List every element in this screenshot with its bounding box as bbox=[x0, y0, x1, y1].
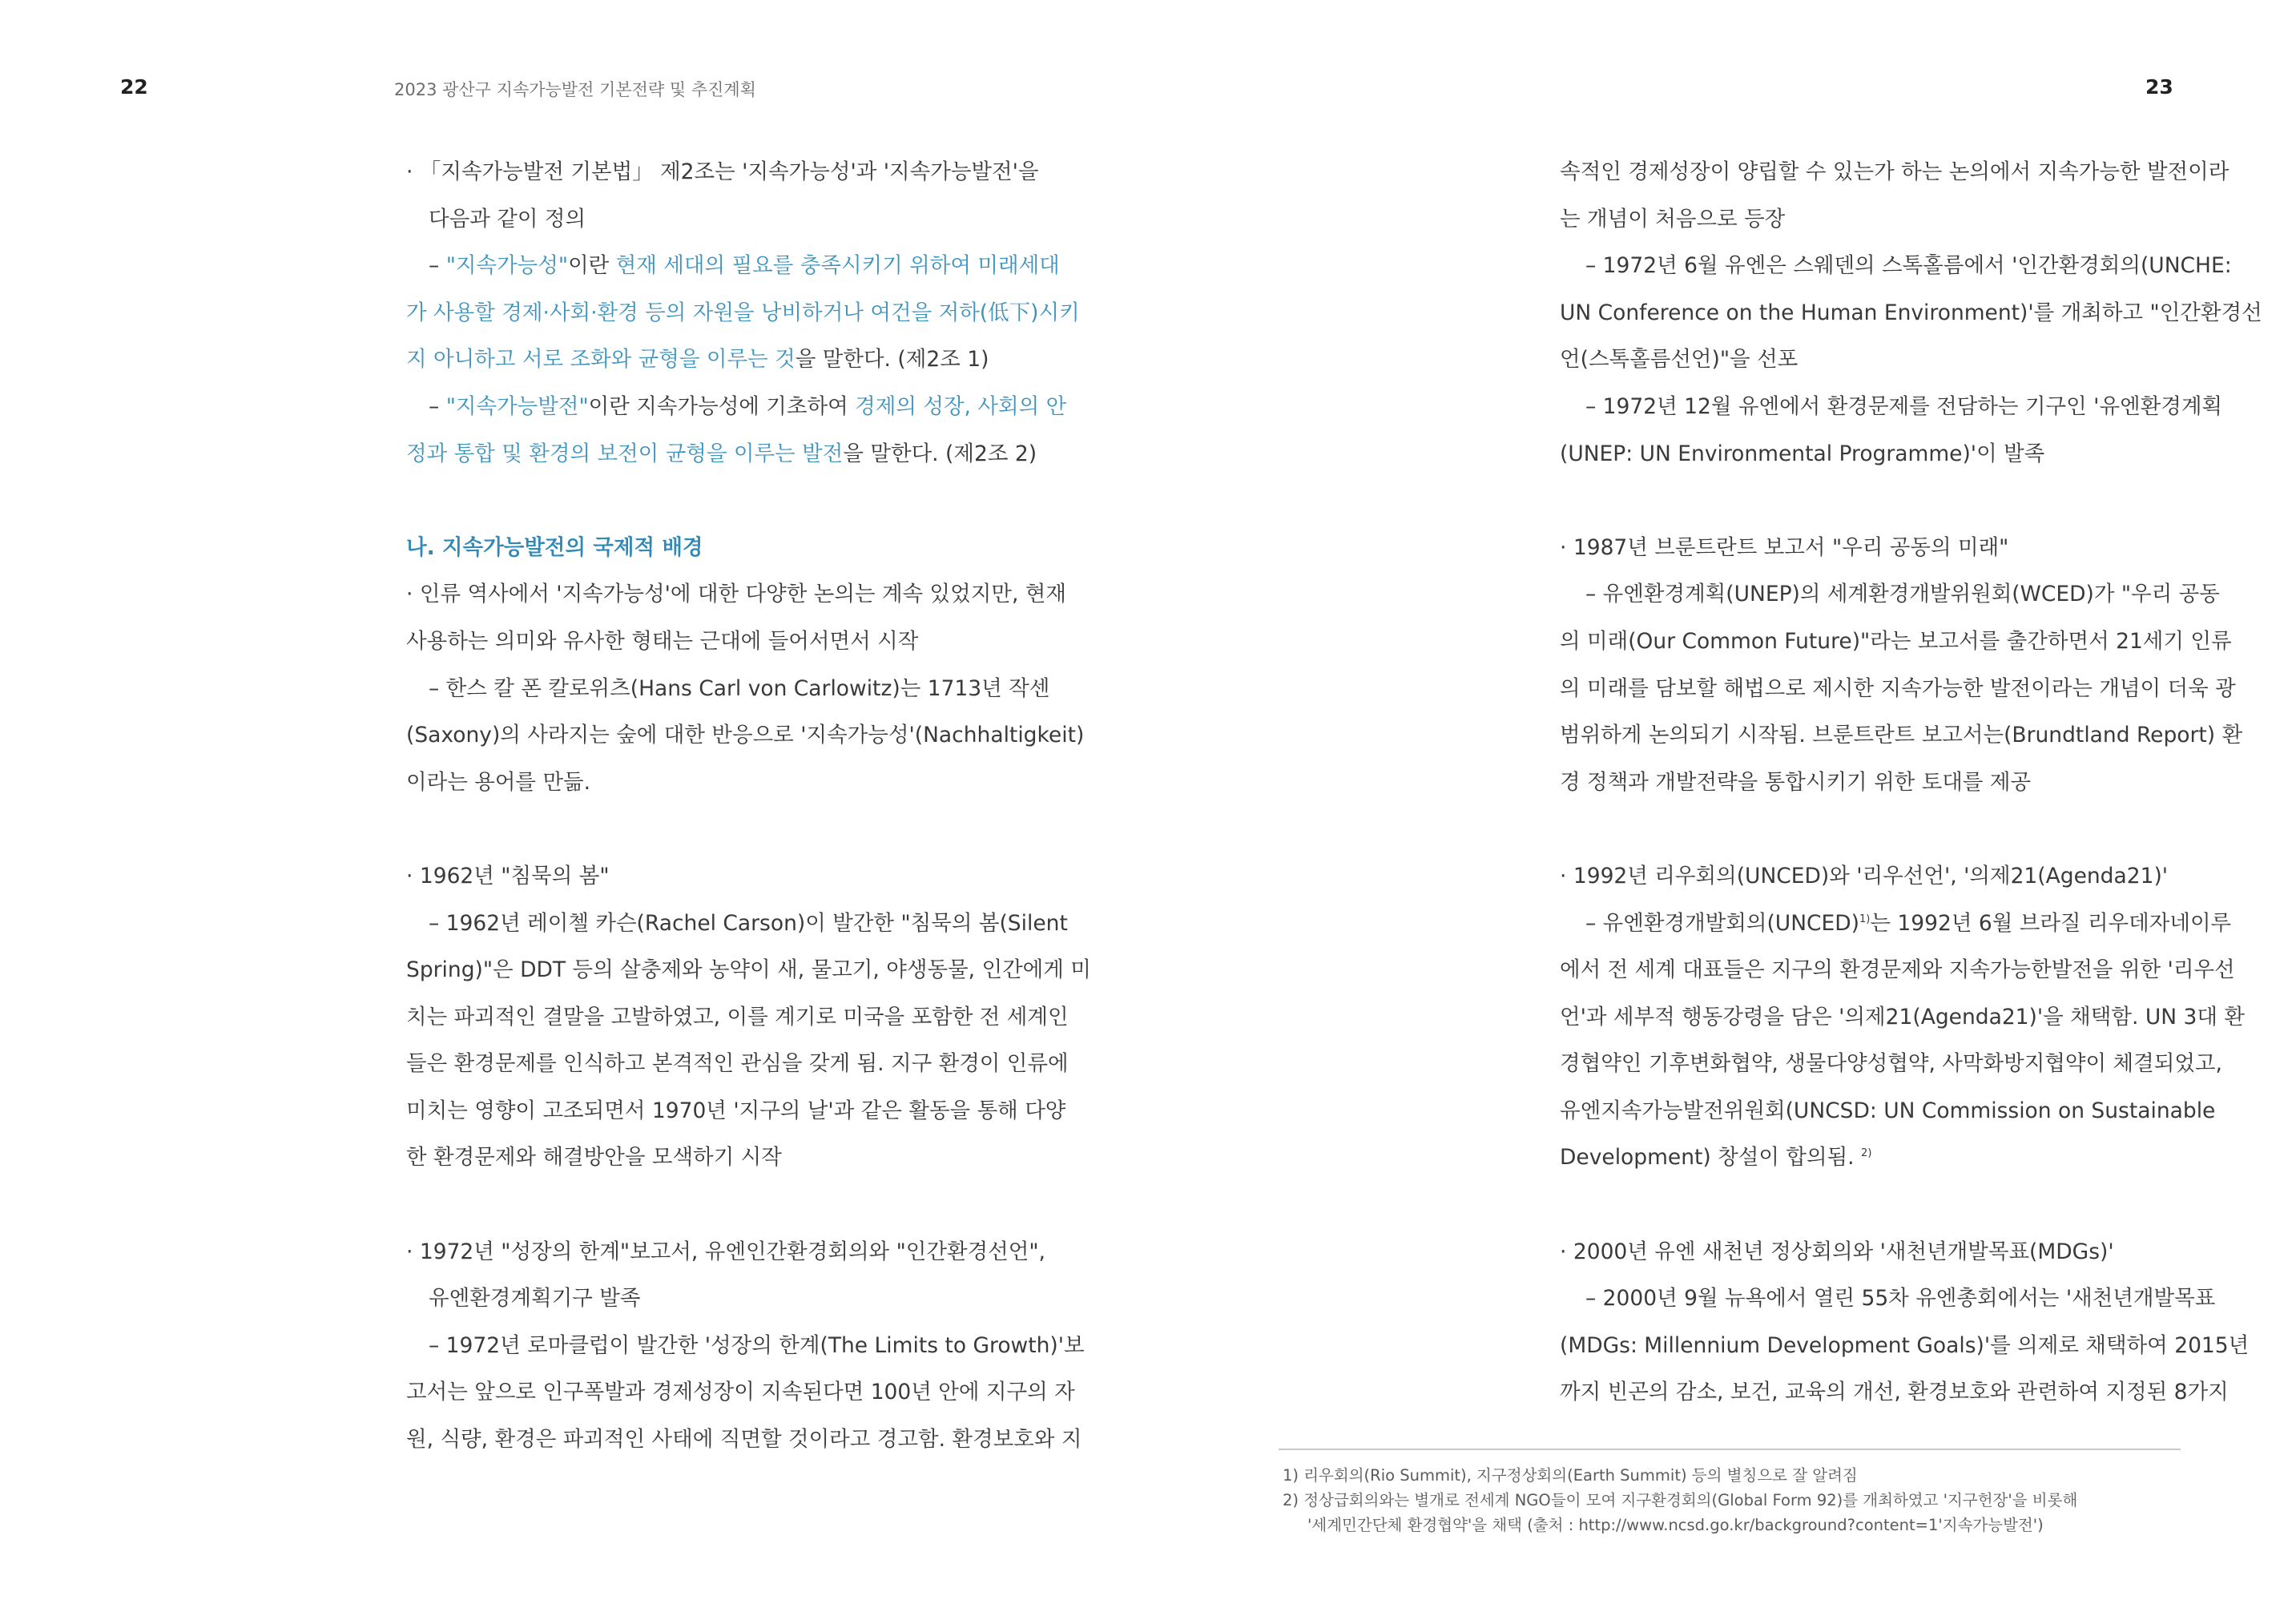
history-line-5: 이라는 용어를 만듦. bbox=[406, 769, 591, 795]
law-line-6 bbox=[406, 384, 1067, 431]
rio-line-1 bbox=[1560, 901, 2232, 948]
spacer bbox=[1560, 806, 2189, 853]
footnote-1: 1) 리우회의(Rio Summit), 지구정상회의(Earth Summit) 등의 별칭으로 잘 알려짐 bbox=[1283, 1466, 1858, 1485]
document-title: 2023 광산구 지속가능발전 기본전략 및 추진계획 bbox=[394, 80, 756, 99]
brundtland-line-5: 경 정책과 개발전략을 통합시키기 위한 토대를 제공 bbox=[1560, 769, 2032, 795]
silent-spring-line-5: 미치는 영향이 고조되면서 1970년 '지구의 날'과 같은 활동을 통해 다양 bbox=[406, 1098, 1066, 1123]
definition-highlight: 정과 통합 및 환경의 보전이 균형을 이루는 발전 bbox=[406, 441, 844, 466]
cont-line-2: 는 개념이 처음으로 등장 bbox=[1560, 206, 1786, 232]
text: 이란 bbox=[568, 253, 616, 279]
history-line-3: – 한스 칼 폰 칼로위츠(Hans Carl von Carlowitz)는 1713년 작센 bbox=[429, 675, 1050, 701]
mdg-line-1: – 2000년 9월 뉴욕에서 열린 55차 유엔총회에서는 '새천년개발목표 bbox=[1585, 1286, 2216, 1312]
law-line-3 bbox=[406, 243, 1060, 290]
footnote-2-continued: '세계민간단체 환경협약'을 채택 (출처 : http://www.ncsd.go.kr/background?content=1'지속가능발전') bbox=[1307, 1516, 2044, 1534]
limits-line-3: 원, 식량, 환경은 파괴적인 사태에 직면할 것이라고 경고함. 환경보호와 지 bbox=[406, 1427, 1082, 1453]
mdg-line-2: (MDGs: Millennium Development Goals)'를 의제로 채택하여 2015년 bbox=[1560, 1332, 2250, 1358]
brundtland-line-1: – 유엔환경계획(UNEP)의 세계환경개발위원회(WCED)가 "우리 공동 bbox=[1585, 582, 2220, 607]
text: 는 1992년 6월 브라질 리우데자네이루 bbox=[1870, 910, 2232, 936]
text: – 유엔환경개발회의(UNCED) bbox=[1585, 910, 1860, 936]
limits-line-2: 고서는 앞으로 인구폭발과 경제성장이 지속된다면 100년 안에 지구의 자 bbox=[406, 1380, 1075, 1405]
rio-line-6 bbox=[1560, 1134, 2189, 1182]
rio-line-2: 에서 전 세계 대표들은 지구의 환경문제와 지속가능한발전을 위한 '리우선 bbox=[1560, 957, 2235, 983]
definition-highlight: 지 아니하고 서로 조화와 균형을 이루는 것 bbox=[406, 347, 796, 373]
law-definition-block bbox=[406, 149, 1080, 478]
brundtland-line-2: 의 미래(Our Common Future)"라는 보고서를 출간하면서 21세기 인류 bbox=[1560, 628, 2232, 654]
text: 이란 지속가능성에 기초하여 bbox=[588, 393, 856, 419]
mdg-title: · 2000년 유엔 새천년 정상회의와 '새천년개발목표(MDGs)' bbox=[1560, 1239, 2114, 1264]
silent-spring-block bbox=[406, 853, 1091, 1182]
history-line-4: (Saxony)의 사라지는 숲에 대한 반응으로 '지속가능성'(Nachhaltigkeit) bbox=[406, 723, 1085, 748]
cont-line-1: 속적인 경제성장이 양립할 수 있는가 하는 논의에서 지속가능한 발전이라 bbox=[1560, 159, 2230, 184]
mdg-line-3: 까지 빈곤의 감소, 보건, 교육의 개선, 환경보호와 관련하여 지정된 8가지 bbox=[1560, 1380, 2229, 1405]
spacer bbox=[406, 806, 1034, 853]
text: 을 말한다. (제2조 2) bbox=[843, 441, 1037, 466]
rio-line-4: 경협약인 기후변화협약, 생물다양성협약, 사막화방지협약이 체결되었고, bbox=[1560, 1051, 2222, 1077]
silent-spring-line-6: 한 환경문제와 해결방안을 모색하기 시작 bbox=[406, 1145, 782, 1171]
cont-line-7: (UNEP: UN Environmental Programme)'이 발족 bbox=[1560, 441, 2045, 466]
section-heading: 나. 지속가능발전의 국제적 배경 bbox=[406, 534, 703, 560]
footnotes bbox=[1283, 1463, 2188, 1537]
history-line-2: 사용하는 의미와 유사한 형태는 근대에 들어서면서 시작 bbox=[406, 628, 919, 654]
silent-spring-title: · 1962년 "침묵의 봄" bbox=[406, 863, 610, 889]
history-block bbox=[406, 571, 1085, 806]
spacer bbox=[1560, 478, 2189, 525]
footnote-ref-1[interactable]: 1) bbox=[1859, 913, 1871, 925]
limits-line-1: – 1972년 로마클럽이 발간한 '성장의 한계(The Limits to Growth)'보 bbox=[429, 1332, 1085, 1358]
spacer bbox=[406, 1182, 1034, 1229]
limits-block bbox=[406, 1229, 1085, 1464]
silent-spring-line-1: – 1962년 레이첼 카슨(Rachel Carson)이 발간한 "침묵의 봄(Silent bbox=[429, 910, 1068, 936]
rio-title: · 1992년 리우회의(UNCED)와 '리우선언', '의제21(Agenda21)' bbox=[1560, 863, 2169, 889]
law-line-2: 다음과 같이 정의 bbox=[429, 206, 586, 232]
left-page-number: 22 bbox=[120, 75, 148, 99]
silent-spring-line-3: 치는 파괴적인 결말을 고발하였고, 이를 계기로 미국을 포함한 전 세계인 bbox=[406, 1004, 1069, 1030]
left-page-body bbox=[406, 149, 1091, 1464]
dash: – bbox=[429, 393, 446, 419]
law-line-5 bbox=[406, 336, 1034, 384]
cont-line-6: – 1972년 12월 유엔에서 환경문제를 전담하는 기구인 '유엔환경계획 bbox=[1585, 393, 2223, 419]
law-line-7 bbox=[406, 431, 1037, 478]
cont-line-4: UN Conference on the Human Environment)'를 개최하고 "인간환경선 bbox=[1560, 300, 2262, 325]
right-page-number: 23 bbox=[2145, 75, 2173, 99]
mdg-block bbox=[1560, 1229, 2250, 1416]
rio-block bbox=[1560, 853, 2245, 1182]
brundtland-block bbox=[1560, 525, 2243, 807]
continued-block bbox=[1560, 149, 2262, 478]
limits-title-2: 유엔환경계획기구 발족 bbox=[429, 1286, 641, 1312]
brundtland-line-4: 범위하게 논의되기 시작됨. 브룬트란트 보고서는(Brundtland Report) 환 bbox=[1560, 723, 2243, 748]
text: 을 말한다. (제2조 1) bbox=[795, 347, 989, 373]
brundtland-line-3: 의 미래를 담보할 해법으로 제시한 지속가능한 발전이라는 개념이 더욱 광 bbox=[1560, 675, 2236, 701]
limits-title: · 1972년 "성장의 한계"보고서, 유엔인간환경회의와 "인간환경선언", bbox=[406, 1239, 1045, 1264]
brundtland-title: · 1987년 브룬트란트 보고서 "우리 공동의 미래" bbox=[1560, 534, 2009, 560]
definition-highlight: 현재 세대의 필요를 충족시키기 위하여 미래세대 bbox=[615, 253, 1060, 279]
rio-line-3: 언'과 세부적 행동강령을 담은 '의제21(Agenda21)'을 채택함. UN 3대 환 bbox=[1560, 1004, 2245, 1030]
definition-highlight: 경제의 성장, 사회의 안 bbox=[855, 393, 1067, 419]
rio-line-5: 유엔지속가능발전위원회(UNCSD: UN Commission on Sustainable bbox=[1560, 1098, 2216, 1123]
cont-line-3: – 1972년 6월 유엔은 스웨덴의 스톡홀름에서 '인간환경회의(UNCHE: bbox=[1585, 253, 2232, 279]
silent-spring-line-2: Spring)"은 DDT 등의 살충제와 농약이 새, 물고기, 야생동물, 인간에게 미 bbox=[406, 957, 1091, 983]
term-sustainability: "지속가능성" bbox=[445, 253, 569, 279]
law-line-1: · 「지속가능발전 기본법」 제2조는 '지속가능성'과 '지속가능발전'을 bbox=[406, 159, 1039, 184]
text: Development) 창설이 합의됨. bbox=[1560, 1145, 1855, 1171]
law-line-4: 가 사용할 경제·사회·환경 등의 자원을 낭비하거나 여건을 저하(低下)시키 bbox=[406, 300, 1080, 325]
term-sustainable-development: "지속가능발전" bbox=[445, 393, 589, 419]
spacer bbox=[406, 478, 1034, 525]
dash: – bbox=[429, 253, 446, 279]
footnote-divider bbox=[1279, 1449, 2181, 1450]
silent-spring-line-4: 들은 환경문제를 인식하고 본격적인 관심을 갖게 됨. 지구 환경이 인류에 bbox=[406, 1051, 1069, 1077]
right-page-body bbox=[1560, 149, 2262, 1416]
footnote-2: 2) 정상급회의와는 별개로 전세계 NGO들이 모여 지구환경회의(Global Form 92)를 개최하였고 '지구헌장'을 비롯해 bbox=[1283, 1491, 2078, 1509]
cont-line-5: 언(스톡홀름선언)"을 선포 bbox=[1560, 347, 1799, 373]
footnote-ref-2[interactable]: 2) bbox=[1861, 1147, 1872, 1160]
history-line-1: · 인류 역사에서 '지속가능성'에 대한 다양한 논의는 계속 있었지만, 현재 bbox=[406, 582, 1067, 607]
spacer bbox=[1560, 1182, 2189, 1229]
